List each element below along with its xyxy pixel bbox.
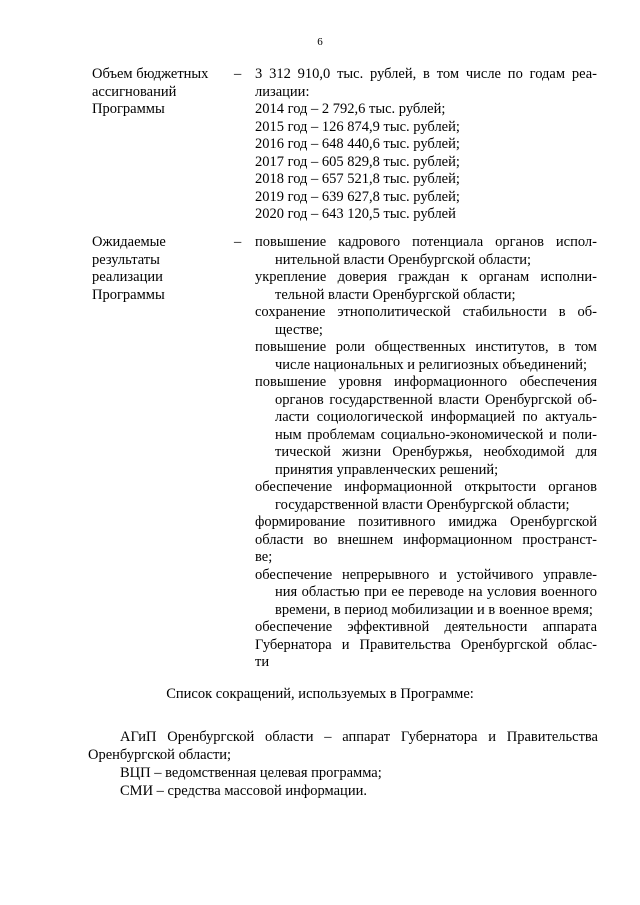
- results-line: нительной власти Оренбургской области;: [275, 251, 532, 268]
- results-line: повышение роли общественных институтов, в том: [255, 339, 597, 355]
- page-number: 6: [317, 36, 323, 48]
- results-line: времени, в период мобилизации и в военное время;: [275, 601, 593, 618]
- results-line: ти: [255, 654, 270, 670]
- budget-label-line: ассигнований: [92, 83, 177, 100]
- abbreviation-item: АГиП Оренбургской области – аппарат Губернатора и Правительства Оренбургской области;: [88, 729, 598, 763]
- results-line: укрепление доверия граждан к органам исполни-: [255, 269, 597, 285]
- results-text: [255, 234, 597, 672]
- results-line: ным проблемам социально-экономической и поли-: [275, 426, 597, 443]
- budget-label-line: Программы: [92, 101, 165, 117]
- results-line: Губернатора и Правительства Оренбургской облас-: [255, 636, 597, 653]
- results-line: повышение уровня информационного обеспечения: [255, 374, 597, 390]
- results-line: сохранение этнополитической стабильности в об-: [255, 304, 597, 320]
- results-line: ласти социологической информацией по актуаль-: [275, 409, 597, 425]
- results-label-line: Ожидаемые: [92, 234, 166, 250]
- results-line: обеспечение эффективной деятельности аппарата: [255, 619, 597, 635]
- budget-label-line: Объем бюджетных: [92, 66, 209, 82]
- results-line: государственной власти Оренбургской области;: [275, 496, 570, 513]
- results-line: обеспечение непрерывного и устойчивого управле-: [255, 566, 597, 583]
- budget-line: 3 312 910,0 тыс. рублей, в том числе по годам реа-: [255, 66, 597, 82]
- results-line: ния областью при ее переводе на условия военного: [275, 584, 597, 600]
- budget-dash: –: [234, 66, 242, 82]
- abbreviations-caption: Список сокращений, используемых в Программе:: [166, 686, 474, 702]
- results-line: ве;: [255, 549, 273, 565]
- budget-line: 2016 год – 648 440,6 тыс. рублей;: [255, 136, 460, 152]
- results-line: числе национальных и религиозных объединений;: [275, 356, 588, 373]
- budget-label: [92, 66, 208, 119]
- results-line: тической жизни Оренбуржья, необходимой для: [275, 444, 597, 460]
- budget-line: лизации:: [255, 83, 310, 100]
- budget-line: 2015 год – 126 874,9 тыс. рублей;: [255, 118, 460, 135]
- budget-line: 2017 год – 605 829,8 тыс. рублей;: [255, 153, 460, 170]
- results-line: тельной власти Оренбургской области;: [275, 286, 516, 303]
- results-dash: –: [234, 234, 242, 250]
- abbreviation-item: ВЦП – ведомственная целевая программа;: [120, 765, 382, 781]
- budget-line: 2020 год – 643 120,5 тыс. рублей: [255, 206, 456, 222]
- results-line: принятия управленческих решений;: [275, 461, 499, 478]
- results-line: обеспечение информационной открытости органов: [255, 479, 597, 495]
- results-label-line: реализации: [92, 269, 163, 285]
- budget-line: 2018 год – 657 521,8 тыс. рублей;: [255, 171, 460, 187]
- abbreviation-item: СМИ – средства массовой информации.: [120, 783, 367, 799]
- results-line: формирование позитивного имиджа Оренбургской: [255, 514, 597, 530]
- results-line: области во внешнем информационном пространст-: [255, 531, 597, 548]
- budget-line: 2014 год – 2 792,6 тыс. рублей;: [255, 101, 446, 117]
- results-line: повышение кадрового потенциала органов испол-: [255, 234, 597, 250]
- budget-text: [255, 66, 597, 224]
- results-label-line: результаты: [92, 251, 160, 268]
- results-label: [92, 234, 166, 304]
- results-line: ществе;: [275, 321, 323, 338]
- abbreviations-list: [88, 728, 598, 800]
- results-line: органов государственной власти Оренбургской об-: [275, 391, 597, 408]
- results-label-line: Программы: [92, 286, 165, 303]
- budget-line: 2019 год – 639 627,8 тыс. рублей;: [255, 188, 460, 205]
